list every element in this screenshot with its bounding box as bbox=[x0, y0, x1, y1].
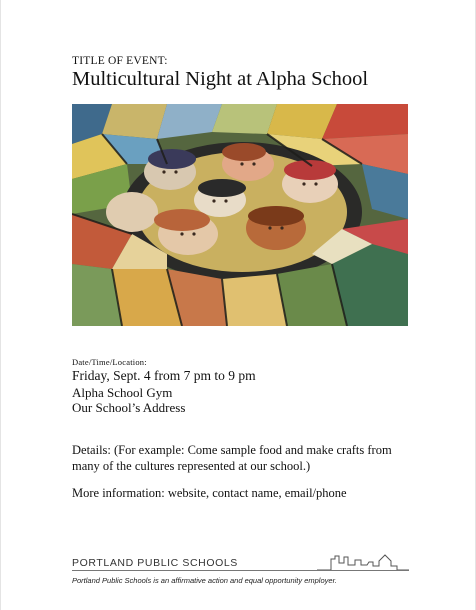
more-information: More information: website, contact name, email/phone bbox=[72, 486, 347, 500]
footer-divider bbox=[72, 570, 409, 571]
footer-org-name: PORTLAND PUBLIC SCHOOLS bbox=[72, 557, 238, 569]
event-date-time: Friday, Sept. 4 from 7 pm to 9 pm bbox=[72, 368, 256, 383]
ceramic-mosaic-faces-photo-icon bbox=[72, 104, 408, 326]
date-time-location-label: Date/Time/Location: bbox=[72, 357, 147, 367]
event-title: Multicultural Night at Alpha School bbox=[72, 68, 369, 90]
mosaic-photo bbox=[72, 104, 408, 326]
event-details: Details: (For example: Come sample food and make crafts from many of the cultures represented at our school.) bbox=[72, 443, 392, 473]
footer-equal-opportunity-statement: Portland Public Schools is an affirmative action and equal opportunity employer. bbox=[72, 576, 337, 585]
event-address: Our School’s Address bbox=[72, 400, 186, 415]
title-of-event-label: TITLE OF EVENT: bbox=[72, 55, 168, 67]
event-venue: Alpha School Gym bbox=[72, 385, 173, 400]
city-skyline-icon bbox=[317, 553, 409, 571]
